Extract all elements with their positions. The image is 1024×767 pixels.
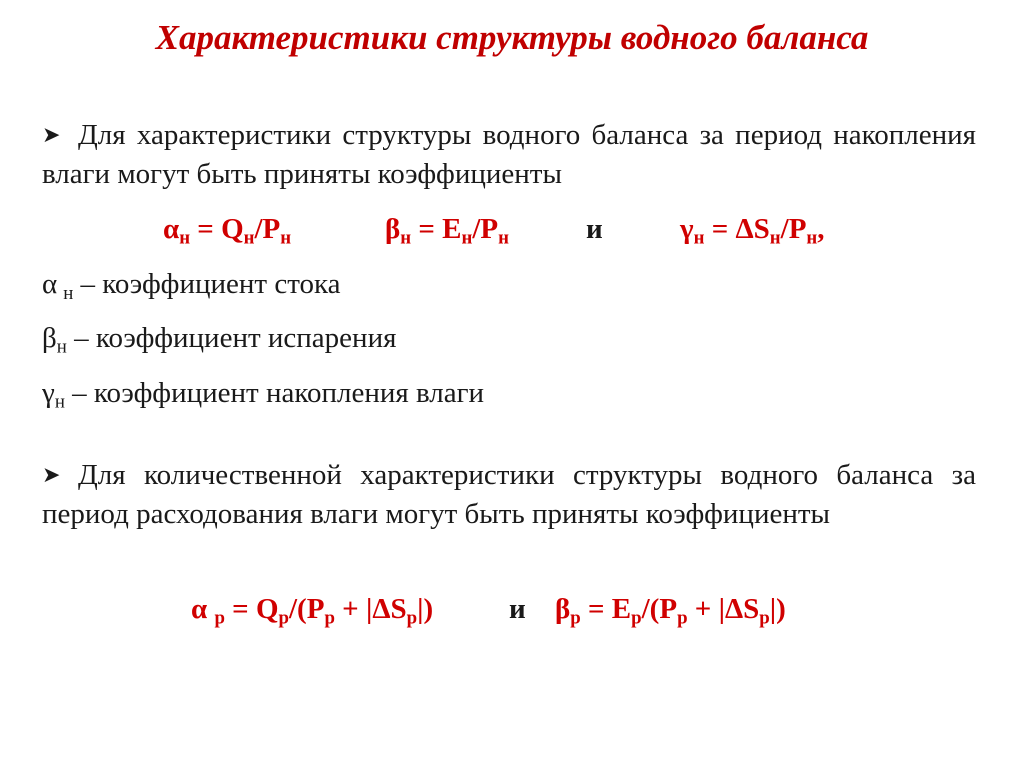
paragraph-consumption xyxy=(42,455,976,534)
formula-beta-p: $\beta_р = E_р/(P_р + |\Delta S_р|)$ xyxy=(555,593,786,629)
arrow-bullet-icon: ➤ xyxy=(42,462,61,487)
arrow-bullet-icon: ➤ xyxy=(42,122,61,147)
formula-gamma-n: $\gamma_н = \Delta S_н/P_н$, xyxy=(680,213,825,249)
paragraph-consumption-text: Для количественной характеристики структуры водного баланса за период расходования влаги могут быть приняты коэффициенты xyxy=(42,459,976,530)
slide-title: Характеристики структуры водного баланса xyxy=(155,18,869,57)
definition-gamma: $\gamma_н$ – коэффициент накопления влаги xyxy=(42,377,485,413)
formula2-conjunction: и xyxy=(509,593,526,625)
definition-beta: $\beta_н$ – коэффициент испарения xyxy=(42,322,397,358)
formula-beta-n: $\beta_н = E_н/P_н$ xyxy=(385,213,510,249)
formula-alpha-p: α $_р = Q_р/(P_р + |\Delta S_р|)$ xyxy=(191,593,434,629)
paragraph-accumulation-text: Для характеристики структуры водного баланса за период накопления влаги могут быть приняты коэффициенты xyxy=(42,119,976,190)
formula-alpha-n: $\alpha_н = Q_н/P_н$ xyxy=(163,213,292,249)
definition-alpha: α $_н$ – коэффициент стока xyxy=(42,268,341,304)
formula-conjunction: и xyxy=(586,213,603,245)
paragraph-accumulation xyxy=(42,115,976,194)
